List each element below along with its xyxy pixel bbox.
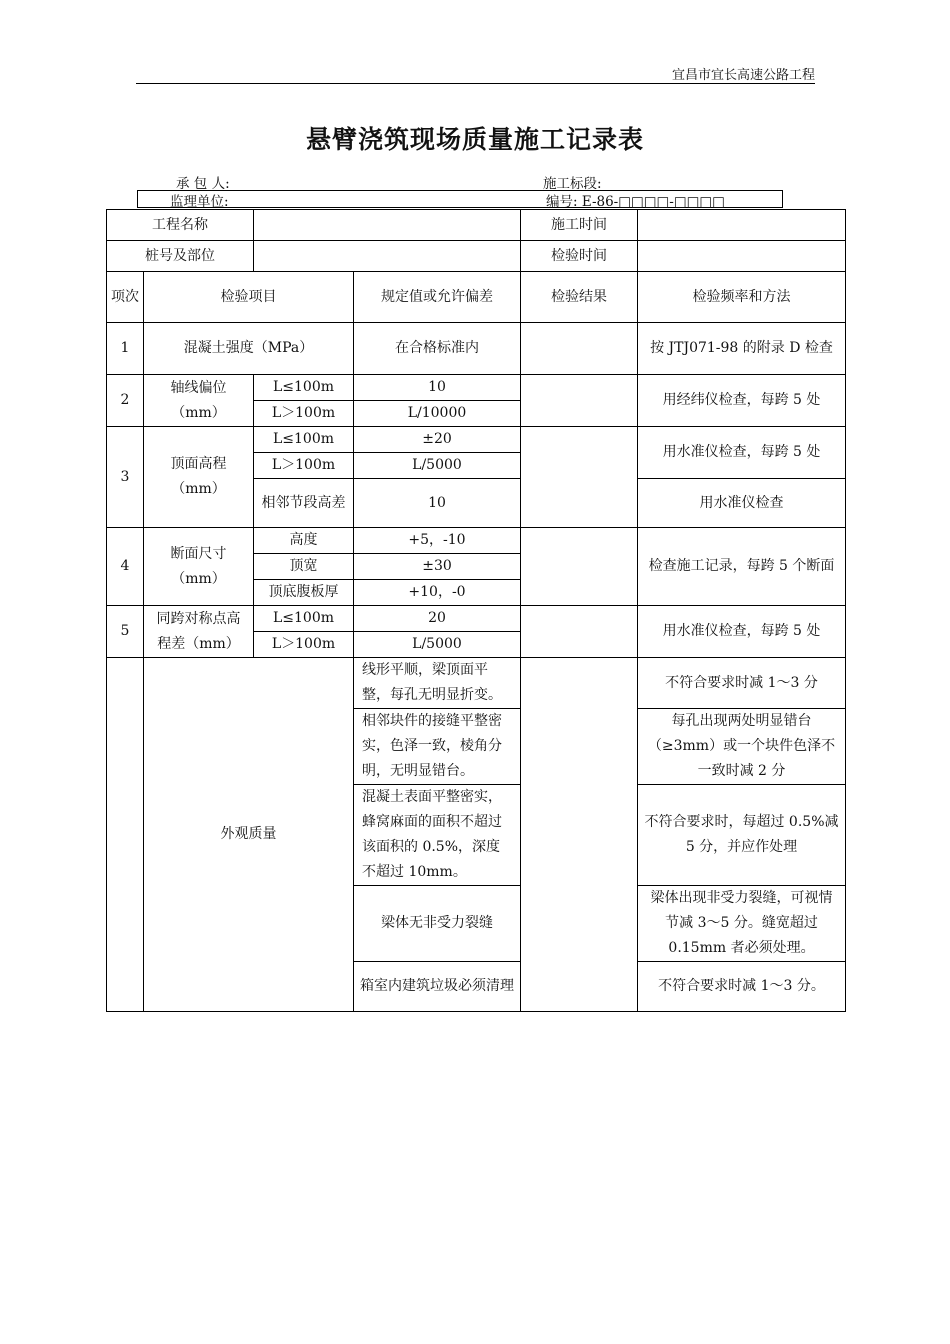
col-header-spec: 规定值或允许偏差 [354, 272, 521, 323]
appearance-req-1: 线形平顺，梁顶面平整，每孔无明显折变。 [354, 658, 521, 709]
section-label: 施工标段: [543, 176, 602, 192]
appearance-deduct-4: 梁体出现非受力裂缝，可视情节减 3～5 分。缝宽超过 0.15mm 者必须处理。 [638, 886, 846, 962]
station-value[interactable] [254, 241, 521, 272]
row4-cond3: 顶底腹板厚 [254, 580, 354, 606]
row5-no: 5 [107, 606, 144, 658]
appearance-no [107, 658, 144, 1012]
appearance-deduct-1: 不符合要求时减 1～3 分 [638, 658, 846, 709]
row4-spec3: +10，-0 [354, 580, 521, 606]
row3-method1: 用水准仪检查，每跨 5 处 [638, 427, 846, 479]
row4-spec2: ±30 [354, 554, 521, 580]
row4-cond2: 顶宽 [254, 554, 354, 580]
project-name-label: 工程名称 [107, 210, 254, 241]
appearance-req-4: 梁体无非受力裂缝 [354, 886, 521, 962]
row2-spec1: 10 [354, 375, 521, 401]
station-label: 桩号及部位 [107, 241, 254, 272]
row5-cond2: L＞100m [254, 632, 354, 658]
row3-spec2: L/5000 [354, 453, 521, 479]
col-header-item: 检验项目 [144, 272, 354, 323]
row2-item: 轴线偏位（mm） [144, 375, 254, 427]
appearance-deduct-2: 每孔出现两处明显错台（≥3mm）或一个块件色泽不一致时减 2 分 [638, 709, 846, 785]
supervisor-label: 监理单位: [170, 194, 229, 210]
row5-item: 同跨对称点高程差（mm） [144, 606, 254, 658]
row1-result[interactable] [521, 323, 638, 375]
contractor-label: 承 包 人: [176, 176, 230, 192]
row3-item: 顶面高程（mm） [144, 427, 254, 528]
row4-result[interactable] [521, 528, 638, 606]
appearance-result[interactable] [521, 658, 638, 1012]
row1-item: 混凝土强度（MPa） [144, 323, 354, 375]
row3-cond1: L≤100m [254, 427, 354, 453]
row3-no: 3 [107, 427, 144, 528]
row5-cond1: L≤100m [254, 606, 354, 632]
row1-method: 按 JTJ071-98 的附录 D 检查 [638, 323, 846, 375]
project-name: 宜昌市宜长高速公路工程 [671, 68, 815, 83]
row4-no: 4 [107, 528, 144, 606]
header-divider [136, 83, 815, 84]
row2-cond2: L＞100m [254, 401, 354, 427]
row2-no: 2 [107, 375, 144, 427]
row5-result[interactable] [521, 606, 638, 658]
project-name-value[interactable] [254, 210, 521, 241]
row3-method2: 用水准仪检查 [638, 479, 846, 528]
appearance-label: 外观质量 [144, 658, 354, 1012]
inspection-time-value[interactable] [638, 241, 846, 272]
row5-spec2: L/5000 [354, 632, 521, 658]
inspection-time-label: 检验时间 [521, 241, 638, 272]
record-table [106, 209, 846, 1012]
row2-cond1: L≤100m [254, 375, 354, 401]
row1-spec: 在合格标准内 [354, 323, 521, 375]
appearance-req-5: 箱室内建筑垃圾必须清理 [354, 962, 521, 1012]
row2-result[interactable] [521, 375, 638, 427]
row3-spec3: 10 [354, 479, 521, 528]
col-header-no: 项次 [107, 272, 144, 323]
row4-spec1: +5，-10 [354, 528, 521, 554]
row3-spec1: ±20 [354, 427, 521, 453]
row3-cond2: L＞100m [254, 453, 354, 479]
row3-result[interactable] [521, 427, 638, 528]
row4-cond1: 高度 [254, 528, 354, 554]
row1-no: 1 [107, 323, 144, 375]
col-header-result: 检验结果 [521, 272, 638, 323]
row5-method: 用水准仪检查，每跨 5 处 [638, 606, 846, 658]
row4-method: 检查施工记录，每跨 5 个断面 [638, 528, 846, 606]
construction-time-label: 施工时间 [521, 210, 638, 241]
row5-spec1: 20 [354, 606, 521, 632]
row3-cond3: 相邻节段高差 [254, 479, 354, 528]
appearance-req-2: 相邻块件的接缝平整密实，色泽一致，棱角分明，无明显错台。 [354, 709, 521, 785]
row2-method: 用经纬仪检查，每跨 5 处 [638, 375, 846, 427]
page-title: 悬臂浇筑现场质量施工记录表 [305, 125, 644, 154]
appearance-deduct-5: 不符合要求时减 1～3 分。 [638, 962, 846, 1012]
col-header-method: 检验频率和方法 [638, 272, 846, 323]
row2-spec2: L/10000 [354, 401, 521, 427]
construction-time-value[interactable] [638, 210, 846, 241]
code-label: 编号: E-86-□□□□-□□□□ [546, 194, 725, 210]
appearance-deduct-3: 不符合要求时，每超过 0.5%减 5 分，并应作处理 [638, 785, 846, 886]
row4-item: 断面尺寸（mm） [144, 528, 254, 606]
appearance-req-3: 混凝土表面平整密实，蜂窝麻面的面积不超过该面积的 0.5%，深度不超过 10mm。 [354, 785, 521, 886]
